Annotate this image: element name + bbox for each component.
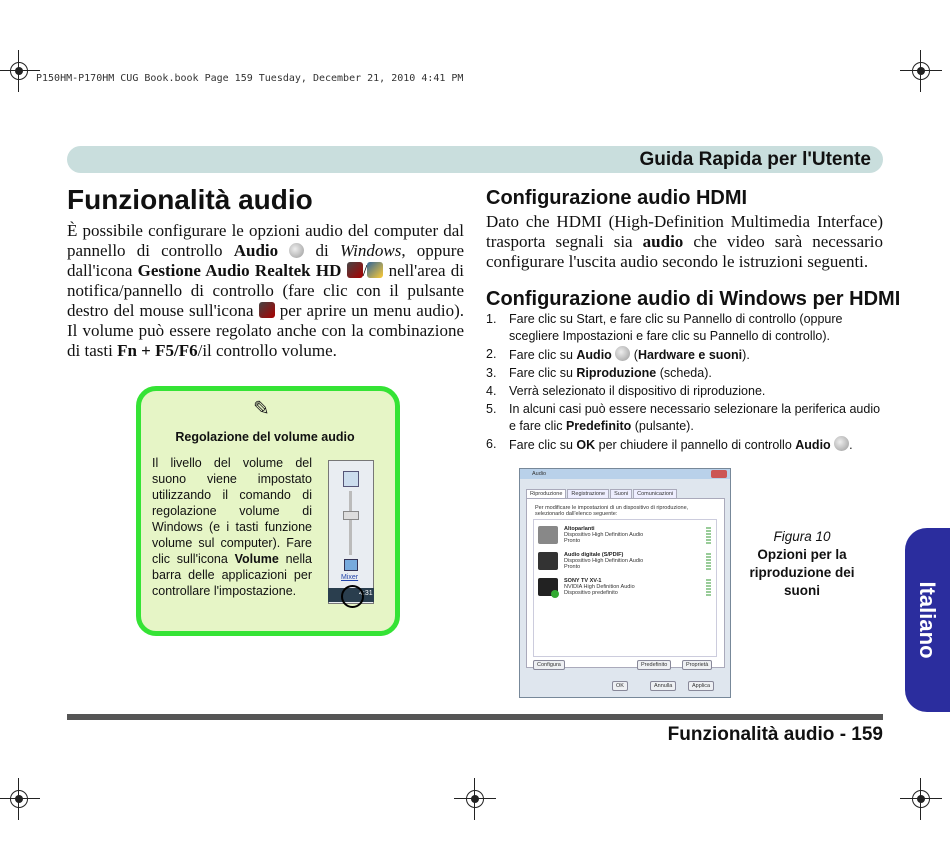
hdmi-text: che video sarà necessario configurare l'uscita audio secondo le istruzioni seguenti. [486, 232, 883, 271]
step-bold: Riproduzione [576, 366, 657, 380]
device-list [533, 519, 717, 657]
banner-title: Guida Rapida per l'Utente [639, 149, 871, 170]
tab-registrazione: Registrazione [567, 489, 609, 499]
dialog-titlebar [520, 469, 730, 479]
device-name: SONY TV XV-1 [564, 578, 602, 584]
hdmi-paragraph [486, 212, 883, 272]
note-text-part: Il livello del volume del suono viene impostato utilizzando il comando di regolazione volume di Windows (e i tasti funzione volume sul computer). Fare clic sull'icona [152, 456, 312, 566]
intro-text: per aprire un menu audio). Il volume può essere regolato anche con la combinazione di tasti [67, 301, 464, 360]
device-desc: Dispositivo High Definition Audio [564, 532, 644, 538]
crop-mark-icon [908, 58, 934, 84]
hdmi-heading: Configurazione audio HDMI [486, 187, 748, 209]
step-number: 1. [486, 312, 497, 326]
list-item [486, 346, 886, 364]
list-item [538, 576, 713, 602]
windows-hdmi-heading: Configurazione audio di Windows per HDMI [486, 288, 901, 310]
figure-caption [742, 528, 862, 600]
level-meter [706, 579, 711, 597]
hdmi-text: Dato che HDMI (High-Definition Multimedia Interface) trasporta segnali sia [486, 212, 883, 251]
speaker-icon [289, 243, 304, 258]
footer-page-label: Funzionalità audio - 159 [667, 724, 883, 745]
device-status: Dispositivo predefinito [564, 590, 618, 596]
device-text [564, 578, 635, 596]
mute-icon [344, 559, 358, 571]
device-name: Altoparlanti [564, 526, 595, 532]
windows-term: Windows [339, 241, 402, 260]
dialog-panel [526, 498, 725, 668]
step-number: 4. [486, 384, 497, 398]
realtek-speaker-icon [347, 262, 363, 278]
hdmi-bold-term: audio [642, 232, 684, 251]
dialog-title: Audio [532, 471, 547, 477]
step-number: 2. [486, 347, 497, 361]
realtek-speaker-icon [259, 302, 275, 318]
volume-slider-track [349, 491, 352, 555]
list-item [486, 311, 886, 345]
step-bold: Audio [576, 348, 612, 362]
spdif-icon [538, 552, 558, 570]
section-banner [67, 146, 883, 173]
step-text: (scheda). [656, 366, 712, 380]
note-bold-term: Volume [234, 552, 279, 566]
crop-mark-icon [462, 786, 488, 812]
crop-mark-icon [6, 58, 32, 84]
realtek-hd-icon [367, 262, 383, 278]
step-text: ). [742, 348, 750, 362]
step-text: per chiudere il pannello di controllo [595, 438, 796, 452]
apply-button: Applica [688, 681, 714, 691]
crop-mark-icon [6, 786, 32, 812]
step-number: 5. [486, 402, 497, 416]
list-item [486, 436, 886, 454]
step-bold: Predefinito [565, 419, 632, 433]
list-item [486, 365, 886, 382]
level-meter [706, 527, 711, 545]
pen-icon: ✎ [253, 398, 270, 420]
configure-button: Configura [533, 660, 565, 670]
step-bold: Hardware e suoni [637, 348, 743, 362]
audio-dialog-screenshot [519, 468, 731, 698]
keys-term: Fn + F5/F6 [117, 341, 198, 360]
intro-text: nell'area di notifica/pannello di controllo (fare clic con il pulsante destro del mouse sull'icona [67, 261, 464, 320]
step-text: (pulsante). [631, 419, 694, 433]
step-text: ( [633, 348, 638, 362]
footer-rule [67, 714, 883, 720]
steps-list [486, 311, 886, 455]
properties-button: Proprietà [682, 660, 712, 670]
volume-highlight-circle [341, 585, 364, 608]
crop-mark-icon [908, 786, 934, 812]
ok-button: OK [612, 681, 628, 691]
step-text: Fare clic su [509, 348, 577, 362]
mixer-link: Mixer [341, 574, 359, 581]
realtek-term: Gestione Audio Realtek HD [137, 261, 342, 280]
figure-label: Figura 10 [773, 529, 831, 544]
device-status: Pronto [564, 538, 581, 544]
step-text: Fare clic su Start, e fare clic su Pannello di controllo (oppure scegliere Impostazioni e fare clic su Pannello di controllo). [509, 312, 843, 343]
note-title: Regolazione del volume audio [175, 430, 355, 444]
print-header: P150HM-P170HM CUG Book.book Page 159 Tuesday, December 21, 2010 4:41 PM [36, 73, 464, 84]
intro-text: È possibile configurare le opzioni audio del computer dal pannello di controllo [67, 221, 464, 260]
intro-text: di [304, 241, 340, 260]
language-tab-label: Italiano [915, 581, 940, 659]
dialog-instruction: Per modificare le impostazioni di un dispositivo di riproduzione, selezionarlo dall'elenco seguente: [535, 505, 689, 517]
close-icon [711, 470, 727, 478]
step-text: Verrà selezionato il dispositivo di riproduzione. [509, 384, 766, 398]
default-button: Predefinito [637, 660, 671, 670]
device-name: Audio digitale (S/PDIF) [564, 552, 624, 558]
taskbar-clock: 4:31 [359, 590, 373, 597]
step-text: . [849, 438, 853, 452]
speaker-icon [343, 471, 359, 487]
speaker-icon [834, 436, 849, 451]
note-text-part: nella barra delle applicazioni per controllare l'impostazione. [152, 552, 312, 598]
check-icon [551, 590, 559, 598]
volume-mixer-popup [328, 460, 374, 604]
device-text [564, 526, 643, 544]
step-text: In alcuni casi può essere necessario selezionare la periferica audio e fare clic [509, 402, 881, 433]
intro-paragraph: È possibile configurare le opzioni audio del computer dal pannello di controllo Audio di Windows, oppure dall'icona Gestione Audio Realtek HD / nell'area di notifica/pannello di controllo (fare clic con il pulsante destro del mouse sull'icona per aprire un menu audio). Il volume può essere regolato anche con la combinazione di tasti Fn + F5/F6/il controllo volume. [67, 221, 465, 360]
step-text: Fare clic su [509, 438, 577, 452]
device-desc: NVIDIA High Definition Audio [564, 584, 635, 590]
volume-slider-thumb [343, 511, 359, 520]
note-text [152, 455, 312, 599]
step-bold: OK [576, 438, 596, 452]
tab-suoni: Suoni [610, 489, 632, 499]
list-item [538, 550, 713, 576]
cancel-button: Annulla [650, 681, 676, 691]
list-item [538, 524, 713, 550]
page-title: Funzionalità audio [67, 184, 313, 215]
intro-text: , oppure dall'icona [67, 241, 465, 280]
tab-riproduzione: Riproduzione [526, 489, 566, 499]
step-number: 3. [486, 366, 497, 380]
intro-text: /il controllo volume. [197, 341, 337, 360]
step-bold: Audio [795, 438, 831, 452]
language-tab [905, 528, 950, 712]
list-item [486, 383, 886, 400]
step-text: Fare clic su [509, 366, 577, 380]
step-number: 6. [486, 437, 497, 451]
level-meter [706, 553, 711, 571]
device-text [564, 552, 643, 570]
audio-term: Audio [233, 241, 279, 260]
speaker-icon [615, 346, 630, 361]
list-item [486, 401, 886, 435]
tab-comunicazioni: Comunicazioni [633, 489, 677, 499]
device-desc: Dispositivo High Definition Audio [564, 558, 644, 564]
speaker-icon [538, 526, 558, 544]
device-status: Pronto [564, 564, 581, 570]
figure-title: Opzioni per la riproduzione dei suoni [749, 547, 855, 598]
